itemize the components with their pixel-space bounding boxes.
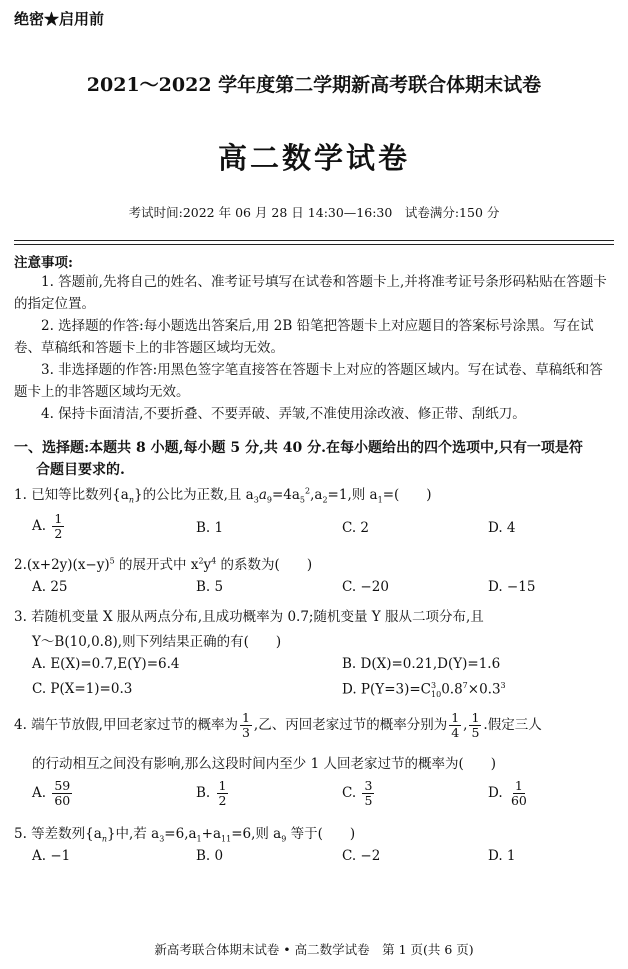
q2-option-a: A. 25 xyxy=(32,579,68,595)
fraction: $\frac{1}{2}$ xyxy=(54,511,63,541)
divider-rule-bottom xyxy=(14,244,614,245)
notice-item-2: 2. 选择题的作答:每小题选出答案后,用 2B 铅笔把答题卡上对应题目的答案标号涂黑。写在试卷、草稿纸和答题卡上的非答题区域均无效。 xyxy=(14,318,594,356)
q1-option-c: C. 2 xyxy=(342,520,370,536)
fraction: $\frac{1}{60}$ xyxy=(510,778,527,808)
question-1: 1. 已知等比数列$\{a_n\}$的公比为正数,且 $a_3a_9=4a_5^2,a_2=1$,则 $a_1=$( ) xyxy=(14,486,432,505)
question-4-line-2: 的行动相互之间没有影响,那么这段时间内至少 1 人回老家过节的概率为( ) xyxy=(32,756,496,772)
exam-title: 2021～2022 学年度第二学期新高考联合体期末试卷 xyxy=(86,74,542,96)
question-5: 5. 等差数列$\{a_n\}$中,若 $a_3=6,a_1+a_{11}=6$,则 $a_9$ 等于( ) xyxy=(14,826,356,844)
fraction: $\frac{1}{3}$ xyxy=(241,710,250,740)
q4-option-b: B. $\frac{1}{2}$ xyxy=(196,778,227,808)
question-3-line-1: 3. 若随机变量 X 服从两点分布,且成功概率为 0.7;随机变量 Y 服从二项分布,且 xyxy=(14,609,484,625)
page-footer: 新高考联合体期末试卷 • 高二数学试卷 第 1 页(共 6 页) xyxy=(154,942,474,957)
question-3-line-2: Y～B(10,0.8),则下列结果正确的有( ) xyxy=(32,634,282,650)
confidential-mark: 绝密★启用前 xyxy=(14,10,105,28)
section-heading xyxy=(14,437,583,481)
q3-option-a: A. E(X)=0.7,E(Y)=6.4 xyxy=(32,656,180,672)
q4-option-a: A. $\frac{59}{60}$ xyxy=(32,778,71,808)
fraction: $\frac{1}{5}$ xyxy=(471,710,480,740)
fraction: $\frac{1}{2}$ xyxy=(218,778,227,808)
notice-item-1: 1. 答题前,先将自己的姓名、准考证号填写在试卷和答题卡上,并将准考证号条形码粘贴在答题卡的指定位置。 xyxy=(14,274,607,312)
q5-option-c: C. −2 xyxy=(342,848,381,864)
q3-option-b: B. D(X)=0.21,D(Y)=1.6 xyxy=(342,656,501,672)
q3-option-c: C. P(X=1)=0.3 xyxy=(32,681,133,697)
q4-option-d: D. $\frac{1}{60}$ xyxy=(488,778,527,808)
q1-option-a: A. $\frac{1}{2}$ xyxy=(32,511,63,541)
q5-option-d: D. 1 xyxy=(488,848,516,864)
question-4-line-1: 4. 端午节放假,甲回老家过节的概率为 $\frac{1}{3}$ ,乙、丙回老家过节的概率分别为 $\frac{1}{4}$ , $\frac{1}{5}$ .假定三人 xyxy=(14,710,542,740)
fraction: $\frac{1}{4}$ xyxy=(451,710,460,740)
q5-option-b: B. 0 xyxy=(196,848,224,864)
notice-item-3: 3. 非选择题的作答:用黑色签字笔直接答在答题卡上对应的答题区域内。写在试卷、草稿纸和答题卡上的非答题区域均无效。 xyxy=(14,362,603,400)
question-2: $2.(x+2y)(x-y)^5$ 的展开式中 $x^2y^4$ 的系数为( ) xyxy=(14,556,313,573)
q5-option-a: A. −1 xyxy=(32,848,71,864)
q4-option-c: C. $\frac{3}{5}$ xyxy=(342,778,373,808)
q2-option-d: D. −15 xyxy=(488,579,536,595)
fraction: $\frac{59}{60}$ xyxy=(54,778,71,808)
notice-heading: 注意事项: xyxy=(14,255,73,271)
q3-option-d: D. P(Y=3)=C 3 10 $0.8^7\times 0.3^3$ xyxy=(342,681,506,699)
fraction: $\frac{3}{5}$ xyxy=(364,778,373,808)
q2-option-b: B. 5 xyxy=(196,579,224,595)
divider-rule-top xyxy=(14,240,614,241)
q2-option-c: C. −20 xyxy=(342,579,389,595)
q1-option-d: D. 4 xyxy=(488,520,516,536)
section-heading-line-1: 一、选择题:本题共 8 小题,每小题 5 分,共 40 分.在每小题给出的四个选项中,只有一项是符 xyxy=(14,440,583,456)
notice-item-4: 4. 保持卡面清洁,不要折叠、不要弄破、弄皱,不准使用涂改液、修正带、刮纸刀。 xyxy=(41,406,526,422)
q1-option-b: B. 1 xyxy=(196,520,224,536)
subject-title: 高二数学试卷 xyxy=(217,141,410,175)
section-heading-line-2: 合题目要求的. xyxy=(36,462,125,478)
exam-time-and-score: 考试时间:2022 年 06 月 28 日 14:30—16:30 试卷满分:150 分 xyxy=(128,205,500,220)
